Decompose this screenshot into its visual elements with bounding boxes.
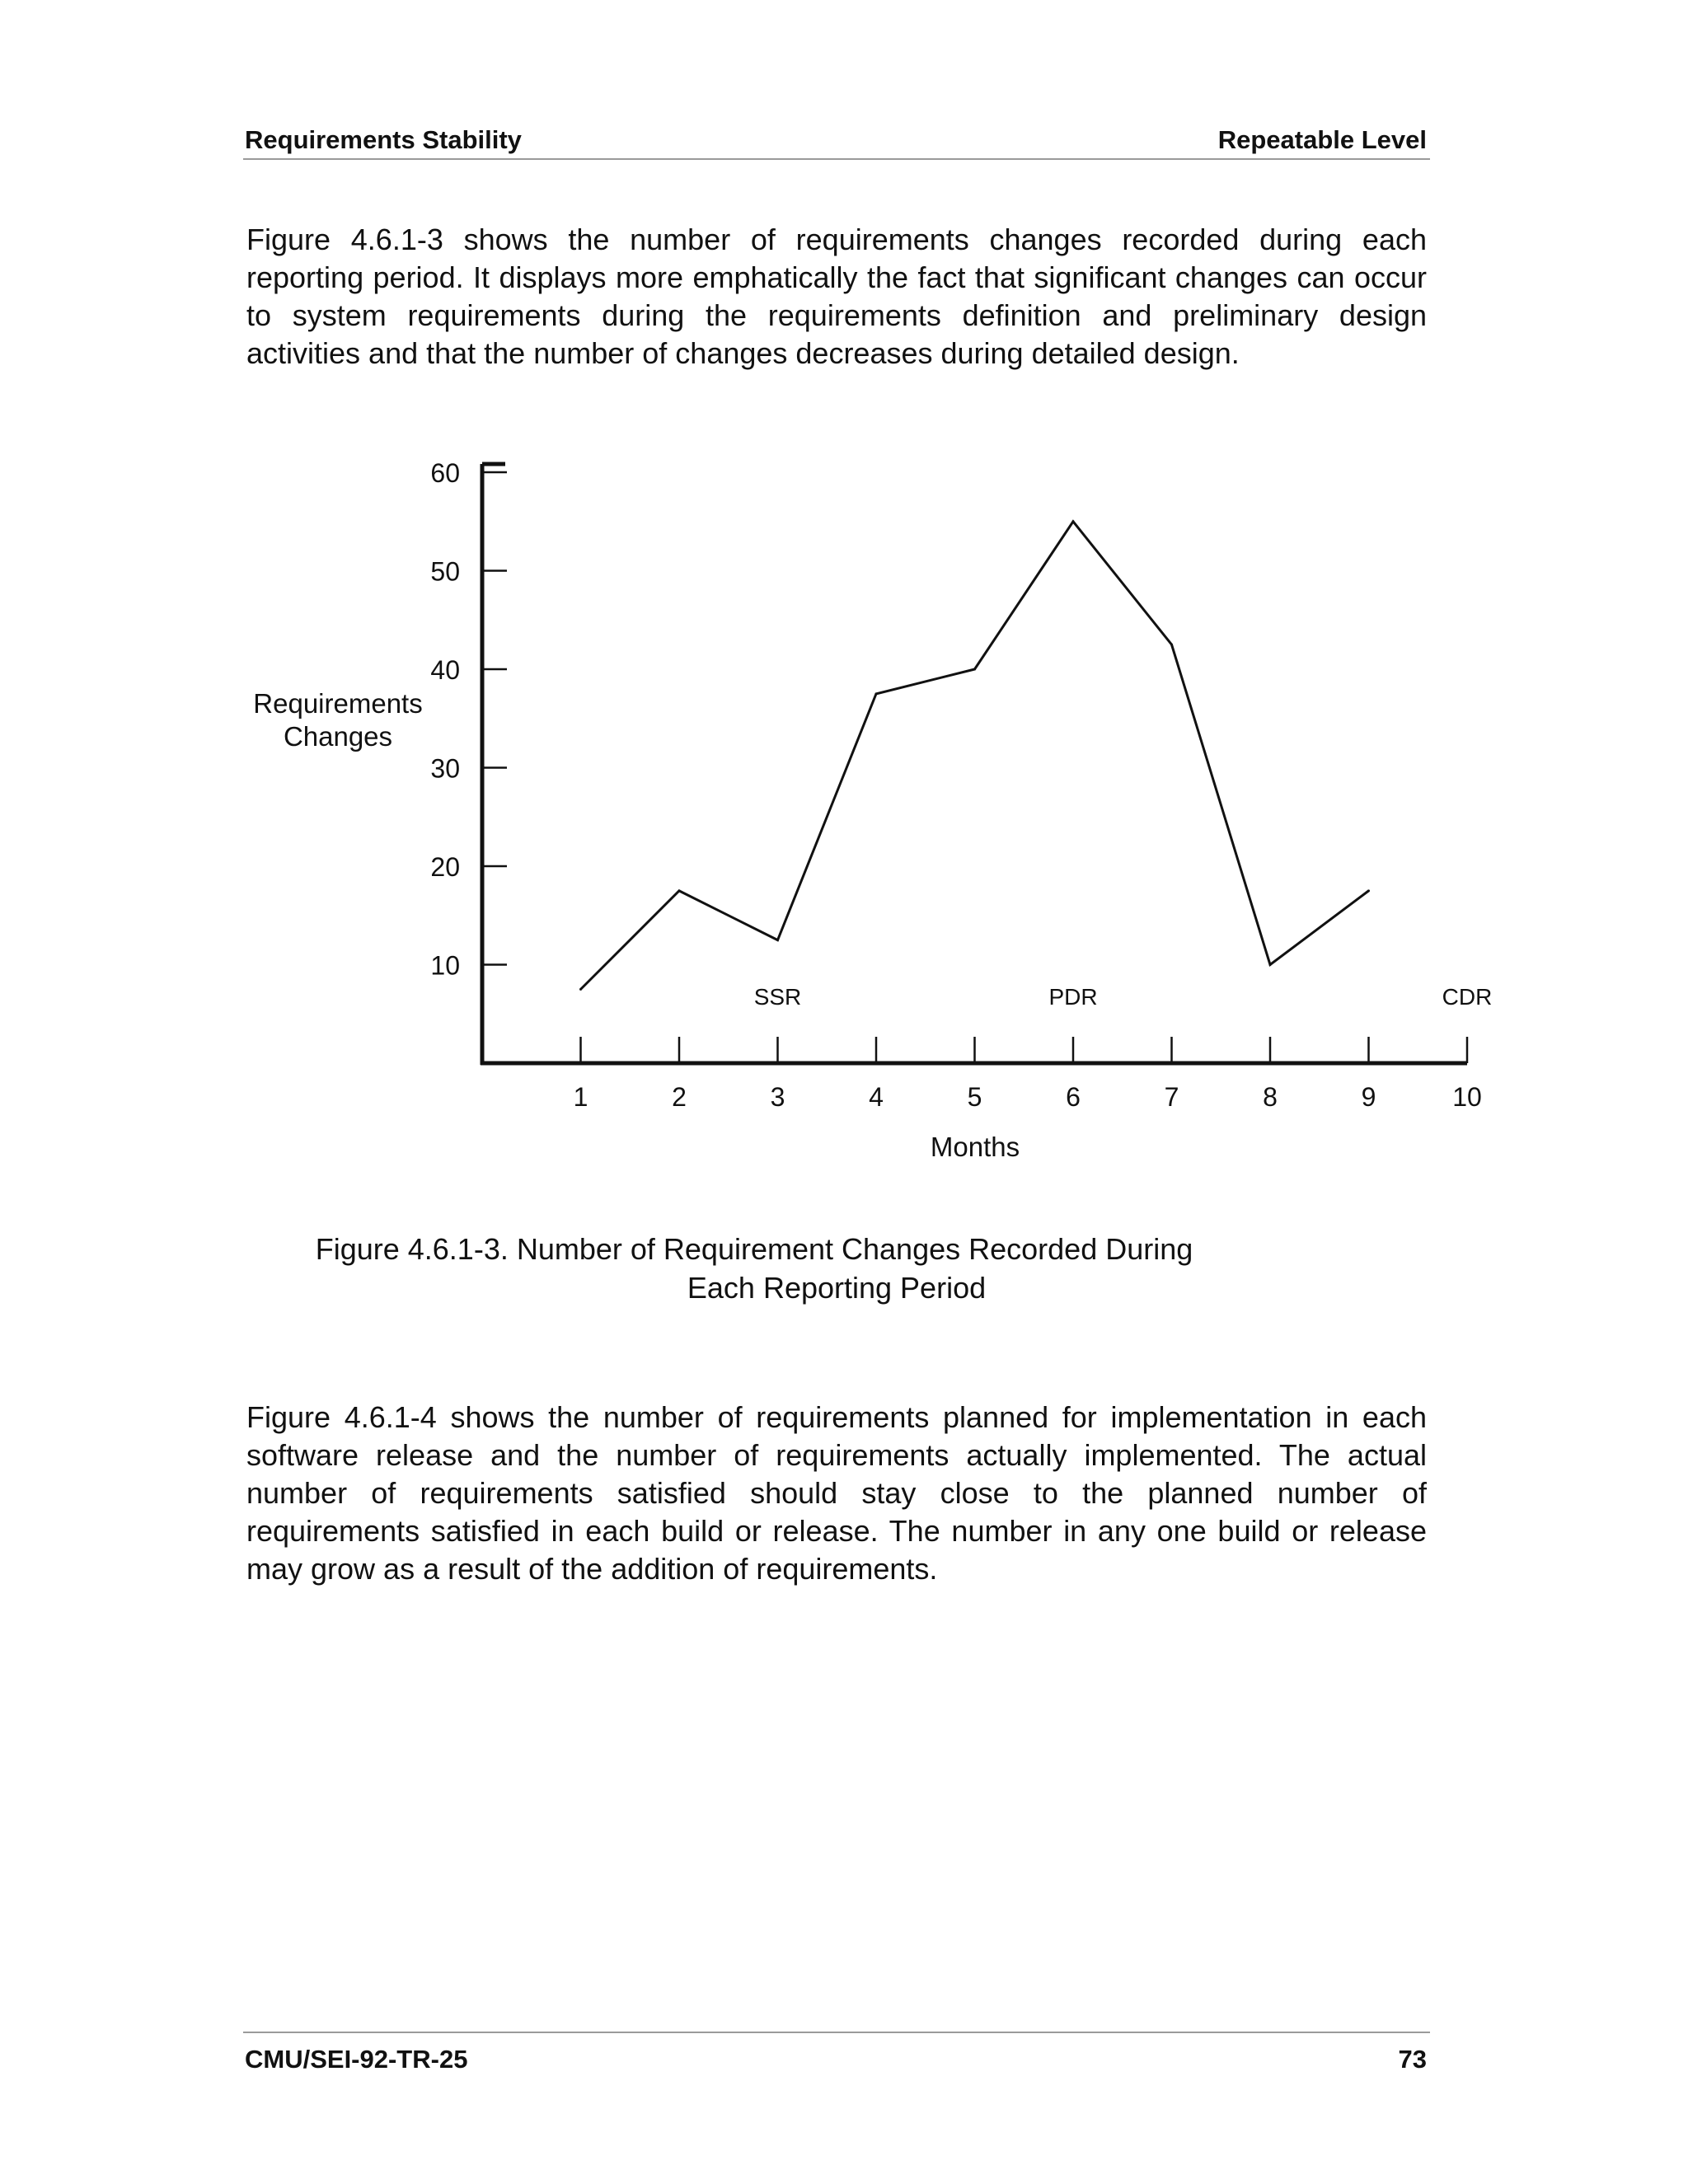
x-tick-label: 6: [1066, 1082, 1081, 1112]
x-tick-label: 2: [672, 1082, 687, 1112]
intro-paragraph: Figure 4.6.1-3 shows the number of requirements changes recorded during each reporting period. It displays more emphatically the fact that significant changes can occur to system requirements during the requirements definition and preliminary design activities and that the number of changes decreases during detailed design.: [246, 223, 1427, 370]
data-point: [1367, 889, 1370, 892]
y-axis-label-line: Requirements: [253, 688, 423, 719]
y-tick-label: 40: [430, 655, 460, 685]
caption-line-1: Figure 4.6.1-3. Number of Requirement Changes Recorded During: [315, 1232, 1193, 1266]
x-tick-label: 3: [770, 1082, 785, 1112]
data-point: [678, 889, 681, 892]
data-series: [579, 520, 1370, 991]
page-footer: [243, 2032, 1430, 2073]
data-point: [875, 692, 878, 695]
y-axis-label-line: Changes: [283, 721, 393, 752]
data-point: [1072, 520, 1075, 523]
caption-line-2: Each Reporting Period: [687, 1271, 987, 1305]
x-ticks: [574, 1037, 1482, 1112]
page-number: 73: [1398, 2045, 1427, 2074]
y-tick-label: 10: [430, 950, 460, 981]
x-tick-label: 4: [869, 1082, 884, 1112]
annotation-pdr: PDR: [1048, 984, 1098, 1010]
data-point: [776, 939, 779, 941]
header-level-title: Repeatable Level: [1217, 125, 1427, 154]
x-tick-label: 8: [1263, 1082, 1278, 1112]
series-line: [581, 522, 1369, 990]
x-tick-label: 7: [1164, 1082, 1179, 1112]
x-tick-label: 9: [1361, 1082, 1376, 1112]
y-ticks: [430, 458, 507, 981]
data-point: [1170, 644, 1173, 646]
y-tick-label: 50: [430, 556, 460, 587]
annotation-cdr: CDR: [1442, 984, 1493, 1010]
data-point: [579, 988, 582, 991]
annotation-ssr: SSR: [753, 984, 802, 1010]
y-tick-label: 20: [430, 852, 460, 882]
chart-axes: [481, 464, 1467, 1065]
x-axis-label: Months: [930, 1132, 1020, 1162]
data-point: [1269, 963, 1272, 966]
y-axis-label: [253, 688, 422, 752]
footer-report-id: CMU/SEI-92-TR-25: [245, 2045, 468, 2074]
followup-paragraph: Figure 4.6.1-4 shows the number of requirements planned for implementation in each software release and the number of requirements actually implemented. The actual number of requirements satisfied should stay close to the planned number of requirements satisfied in each build or release. The number in any one build or release may grow as a result of the addition of requirements.: [246, 1400, 1427, 1586]
milestone-annotations: [754, 984, 1493, 1010]
y-tick-label: 30: [430, 753, 460, 784]
x-tick-label: 5: [967, 1082, 982, 1112]
y-tick-label: 60: [430, 458, 460, 488]
x-tick-label: 1: [573, 1082, 588, 1112]
header-section-title: Requirements Stability: [245, 125, 522, 154]
data-point: [973, 668, 976, 671]
x-tick-label: 10: [1452, 1082, 1482, 1112]
axis-labels: [253, 688, 1020, 1162]
figure-caption: [247, 1230, 1426, 1307]
